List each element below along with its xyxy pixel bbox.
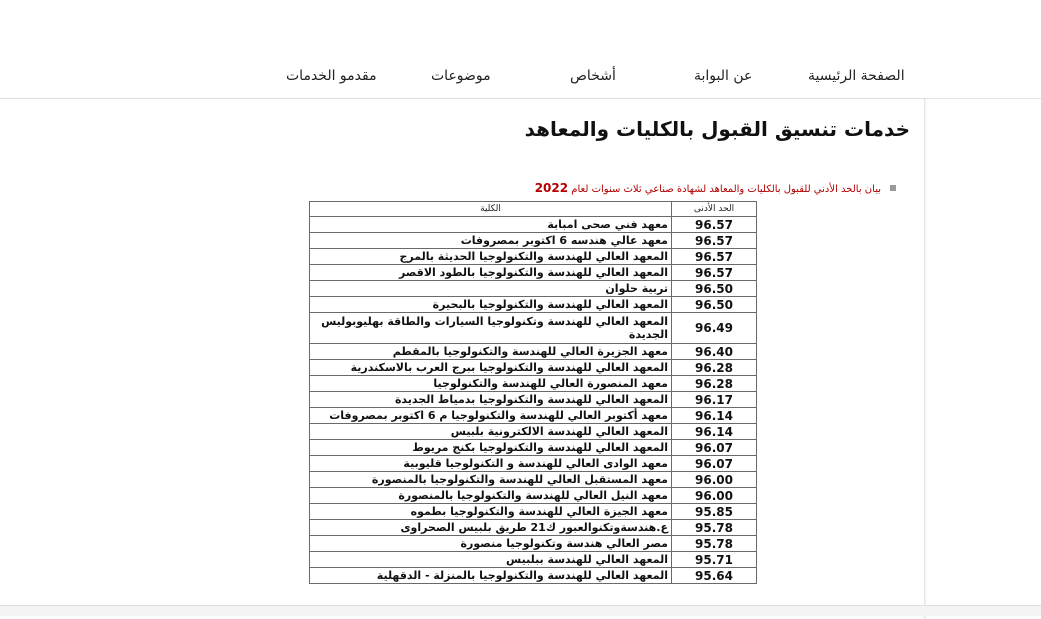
header-college: الكلية [310,202,672,217]
horizontal-scrollbar[interactable] [0,605,1041,616]
college-name-cell: المعهد العالي للهندسة والتكنولوجيا الحديثة بالمرج [310,249,672,265]
table-row [310,297,757,313]
table-row [310,344,757,360]
nav-people-link[interactable]: أشخاص [570,68,616,84]
college-name-cell: معهد المنصورة العالي للهندسة والتكنولوجيا [310,376,672,392]
min-score-cell: 96.57 [672,233,757,249]
top-navigation [0,60,1041,99]
min-score-cell: 95.71 [672,552,757,568]
min-score-cell: 96.50 [672,297,757,313]
college-name-cell: معهد الجيزة العالي للهندسة والتكنولوجيا بطموه [310,504,672,520]
college-name-cell: تربية حلوان [310,281,672,297]
table-row [310,360,757,376]
min-score-cell: 96.49 [672,313,757,344]
college-name-cell: معهد المستقبل العالي للهندسة والتكنولوجيا بالمنصورة [310,472,672,488]
min-score-cell: 96.14 [672,408,757,424]
college-name-cell: معهد فني صحى امبابة [310,217,672,233]
table-row [310,504,757,520]
page-title: خدمات تنسيق القبول بالكليات والمعاهد [524,117,910,141]
min-score-cell: 96.50 [672,281,757,297]
table-row [310,424,757,440]
min-score-cell: 96.17 [672,392,757,408]
table-row [310,552,757,568]
college-name-cell: مصر العالي هندسة وتكنولوجيا منصورة [310,536,672,552]
table-row [310,472,757,488]
min-score-cell: 95.78 [672,536,757,552]
college-name-cell: معهد الجزيرة العالي للهندسة والتكنولوجيا بالمقطم [310,344,672,360]
college-name-cell: المعهد العالي للهندسة والتكنولوجيا بالمنزلة - الدقهلية [310,568,672,584]
caption-text: بيان بالحد الأدني للقبول بالكليات والمعاهد لشهادة صناعي ثلاث سنوات لعام [571,184,881,195]
min-score-cell: 96.07 [672,456,757,472]
min-score-cell: 96.00 [672,472,757,488]
min-score-cell: 96.00 [672,488,757,504]
college-name-cell: معهد عالي هندسه 6 اكتوبر بمصروفات [310,233,672,249]
table-row [310,217,757,233]
college-name-cell: المعهد العالي للهندسة والتكنولوجيا ببرج العرب بالاسكندرية [310,360,672,376]
table-row [310,313,757,344]
min-score-cell: 96.28 [672,360,757,376]
min-score-cell: 95.85 [672,504,757,520]
nav-topics-link[interactable]: موضوعات [431,68,491,84]
table-row [310,408,757,424]
nav-about-link[interactable]: عن البوابة [694,68,753,84]
nav-home-link[interactable]: الصفحة الرئيسية [808,68,905,84]
table-row [310,265,757,281]
min-score-cell: 96.28 [672,376,757,392]
min-score-cell: 96.57 [672,265,757,281]
college-name-cell: معهد أكتوبر العالي للهندسة والتكنولوجيا م 6 اكتوبر بمصروفات [310,408,672,424]
min-score-cell: 96.40 [672,344,757,360]
college-name-cell: المعهد العالي للهندسة والتكنولوجيا بكنج مريوط [310,440,672,456]
table-header-row [310,202,757,217]
table-row [310,456,757,472]
college-name-cell: المعهد العالي للهندسة وتكنولوجيا السيارات والطاقة بهليوبوليس الجديدة [310,313,672,344]
min-score-cell: 96.14 [672,424,757,440]
college-name-cell: المعهد العالي للهندسة ببلبيس [310,552,672,568]
min-score-cell: 95.78 [672,520,757,536]
table-caption [481,182,881,196]
college-name-cell: المعهد العالي للهندسة الالكترونية بلبيس [310,424,672,440]
college-name-cell: معهد الوادى العالي للهندسة و التكنولوجيا قليوبية [310,456,672,472]
table-row [310,392,757,408]
square-bullet-icon [890,185,896,191]
table-row [310,249,757,265]
college-name-cell: ع.هندسةوتكنوالعبور ك21 طريق بلبيس الصحراوى [310,520,672,536]
table-body [310,217,757,584]
table-row [310,568,757,584]
caption-year: 2022 [534,181,569,195]
college-name-cell: معهد النيل العالي للهندسة والتكنولوجيا بالمنصورة [310,488,672,504]
table-row [310,376,757,392]
table-row [310,536,757,552]
table-row [310,520,757,536]
table-row [310,281,757,297]
admission-scores-table [309,201,757,584]
min-score-cell: 96.07 [672,440,757,456]
nav-service-providers-link[interactable]: مقدمو الخدمات [286,68,377,84]
table-row [310,440,757,456]
min-score-cell: 95.64 [672,568,757,584]
college-name-cell: المعهد العالي للهندسة والتكنولوجيا بالطود الاقصر [310,265,672,281]
table-row [310,488,757,504]
header-min-score: الحد الأدنى [672,202,757,217]
min-score-cell: 96.57 [672,249,757,265]
college-name-cell: المعهد العالي للهندسة والتكنولوجيا بدمياط الجديدة [310,392,672,408]
min-score-cell: 96.57 [672,217,757,233]
college-name-cell: المعهد العالي للهندسة والتكنولوجيا بالبحيرة [310,297,672,313]
table-row [310,233,757,249]
